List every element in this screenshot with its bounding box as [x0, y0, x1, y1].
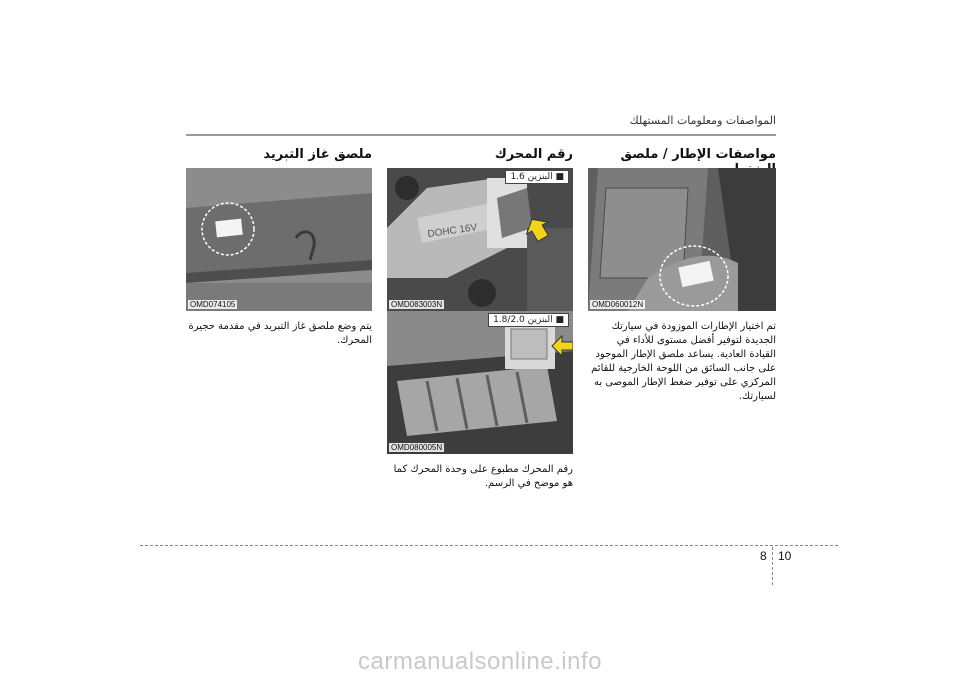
page-number: 10: [778, 549, 792, 563]
engine-cover-text: DOHC 16V: [426, 222, 478, 241]
refrigerant-label: [215, 219, 243, 238]
engine-number-body: رقم المحرك مطبوع على وحدة المحرك كما هو موضح في الرسم.: [393, 464, 573, 489]
refrigerant-label-body: يتم وضع ملصق غاز التبريد في مقدمة حجيرة المحرك.: [188, 321, 372, 346]
engine-18-illustration: [387, 311, 573, 454]
header-title: المواصفات ومعلومات المستهلك: [629, 114, 776, 127]
engine-18-photo: [387, 311, 573, 454]
chapter-number: 8: [760, 549, 767, 563]
header-rule: [186, 134, 776, 136]
refrigerant-label-title: ملصق غاز التبريد: [263, 147, 372, 162]
refrigerant-label-photo: [186, 168, 372, 311]
tire-label-photo: [588, 168, 776, 311]
watermark: carmanualsonline.info: [358, 648, 602, 675]
engine-16-caption: OMD083003N: [391, 300, 443, 309]
engine-16-photo: [387, 168, 573, 311]
tire-label-body: تم اختيار الإطارات الموزودة في سيارتك الجديدة لتوفير أفضل مستوى للأداء في القيادة العادية. يساعد ملصق الإطار الموجود على جانب السائق من اللوحة الخارجية للقائم المركزي على توفير ضغط الإطار الموصى به لسيارتك.: [591, 321, 776, 402]
refrigerant-photo-caption: OMD074105: [190, 300, 236, 309]
engine-16-illustration: [387, 168, 573, 311]
hood-illustration: [186, 168, 372, 311]
engine-16-tag: ■ البنزين 1.6: [505, 170, 569, 184]
tire-photo-caption: OMD060012N: [592, 300, 644, 309]
engine-18-tag: ■ البنزين 1.8/2.0: [488, 313, 569, 327]
tire-label-title: مواصفات الإطار / ملصق: [620, 147, 776, 162]
door-pillar-illustration: [588, 168, 776, 311]
footer-rule: [140, 545, 838, 546]
engine-number-title: رقم المحرك: [494, 147, 573, 162]
page-number-separator: [772, 547, 773, 585]
engine-18-caption: OMD080005N: [391, 443, 443, 452]
